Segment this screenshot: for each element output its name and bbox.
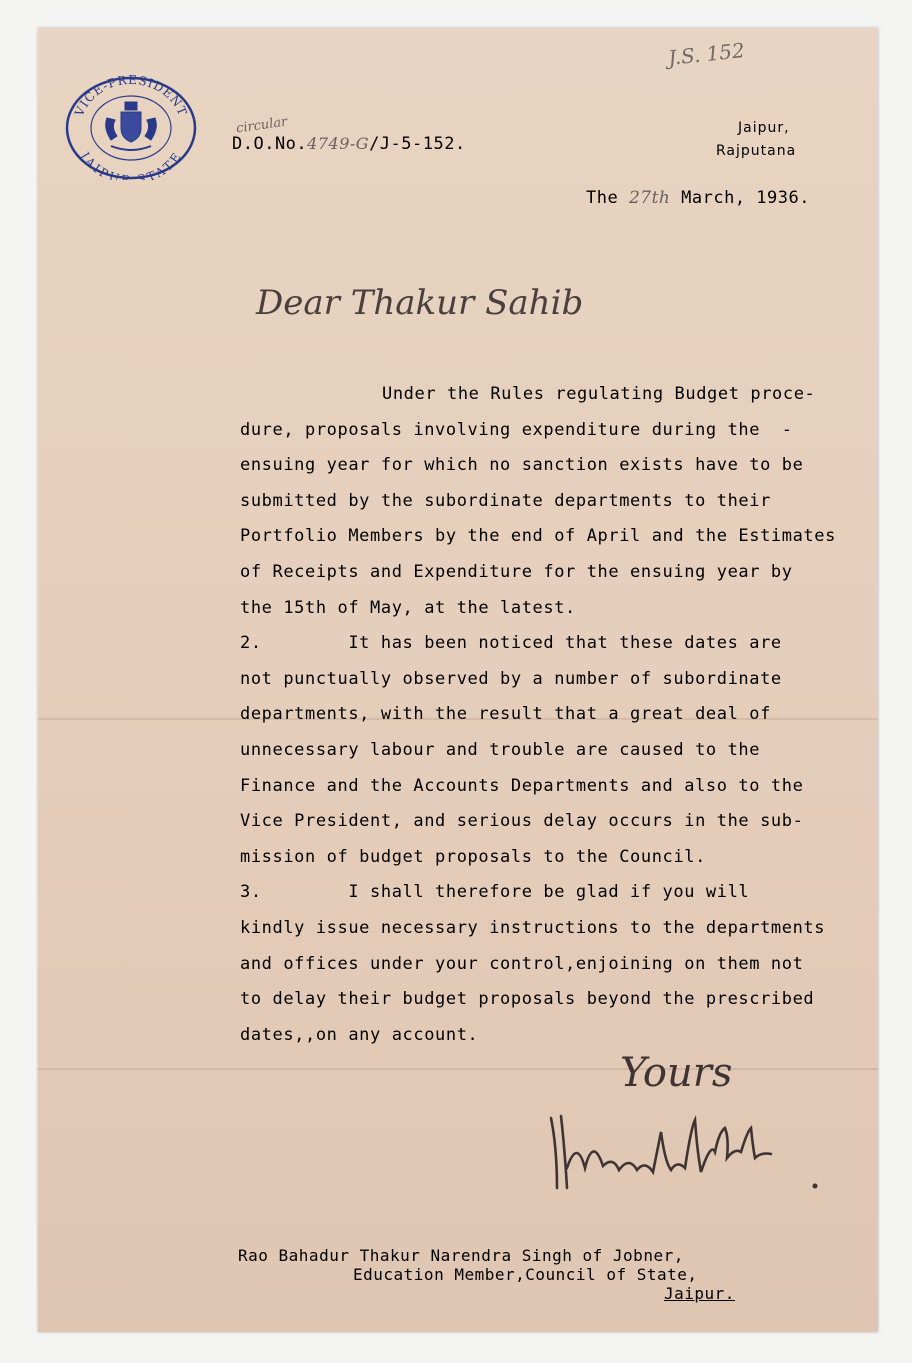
fold-line [38, 1068, 878, 1070]
reference-number [232, 134, 466, 154]
reference-suffix: /J-5-152. [369, 134, 466, 154]
circular-annotation: circular [235, 114, 289, 137]
vice-president-seal [63, 72, 199, 180]
seal-top-text: VICE-PRESIDENT [72, 72, 190, 119]
body-line: submitted by the subordinate departments to their [240, 490, 771, 511]
body-line: mission of budget proposals to the Council. [240, 846, 706, 867]
closing: Yours [620, 1050, 733, 1096]
body-line: Finance and the Accounts Departments and also to the [240, 775, 804, 796]
body-line: Under the Rules regulating Budget proce- [382, 384, 816, 404]
body-line: Vice President, and serious delay occurs in the sub- [240, 811, 804, 832]
addressee-line-1: Rao Bahadur Thakur Narendra Singh of Jobner, [238, 1246, 684, 1265]
reference-prefix: D.O.No. [232, 134, 308, 154]
body-line: to delay their budget proposals beyond the prescribed [240, 989, 815, 1010]
body-line: kindly issue necessary instructions to the departments [240, 918, 826, 938]
body-line: unnecessary labour and trouble are caused to the [240, 740, 761, 760]
body-line: dure, proposals involving expenditure during the - [240, 419, 793, 440]
seal-bottom-text: JAIPUR STATE [77, 149, 185, 180]
body-line: 3. I shall therefore be glad if you will [240, 882, 750, 903]
body-line: ensuing year for which no sanction exists have to be [240, 455, 804, 476]
handwritten-signature-icon [545, 1108, 830, 1198]
salutation: Dear Thakur Sahib [256, 283, 584, 323]
corner-note: J.S. 152 [666, 38, 746, 70]
date-day: 27th [628, 188, 671, 208]
body-line: of Receipts and Expenditure for the ensuing year by [240, 562, 793, 582]
coat-of-arms-icon [106, 102, 157, 150]
body-line: dates,,on any account. [240, 1024, 479, 1045]
body-line: and offices under your control,enjoining on them not [240, 953, 804, 974]
body-line: the 15th of May, at the latest. [240, 597, 576, 618]
reference-handwritten-number: 4749-G [307, 134, 370, 153]
date-prefix: The [586, 188, 619, 208]
svg-text:JAIPUR STATE [77, 148, 184, 180]
place-line-2: Rajputana [716, 143, 797, 159]
letter-date [586, 188, 810, 208]
body-line: Portfolio Members by the end of April and the Estimates [240, 526, 836, 547]
body-line: 2. It has been noticed that these dates are [240, 633, 782, 654]
date-suffix: March, 1936. [681, 188, 810, 208]
signature [545, 1108, 830, 1198]
addressee-line-2: Education Member,Council of State, [353, 1265, 698, 1284]
body-line: departments, with the result that a great deal of [240, 704, 771, 725]
place-line-1: Jaipur, [738, 120, 790, 136]
body-line: not punctually observed by a number of subordinate [240, 668, 782, 689]
addressee-line-3: Jaipur. [664, 1284, 735, 1303]
